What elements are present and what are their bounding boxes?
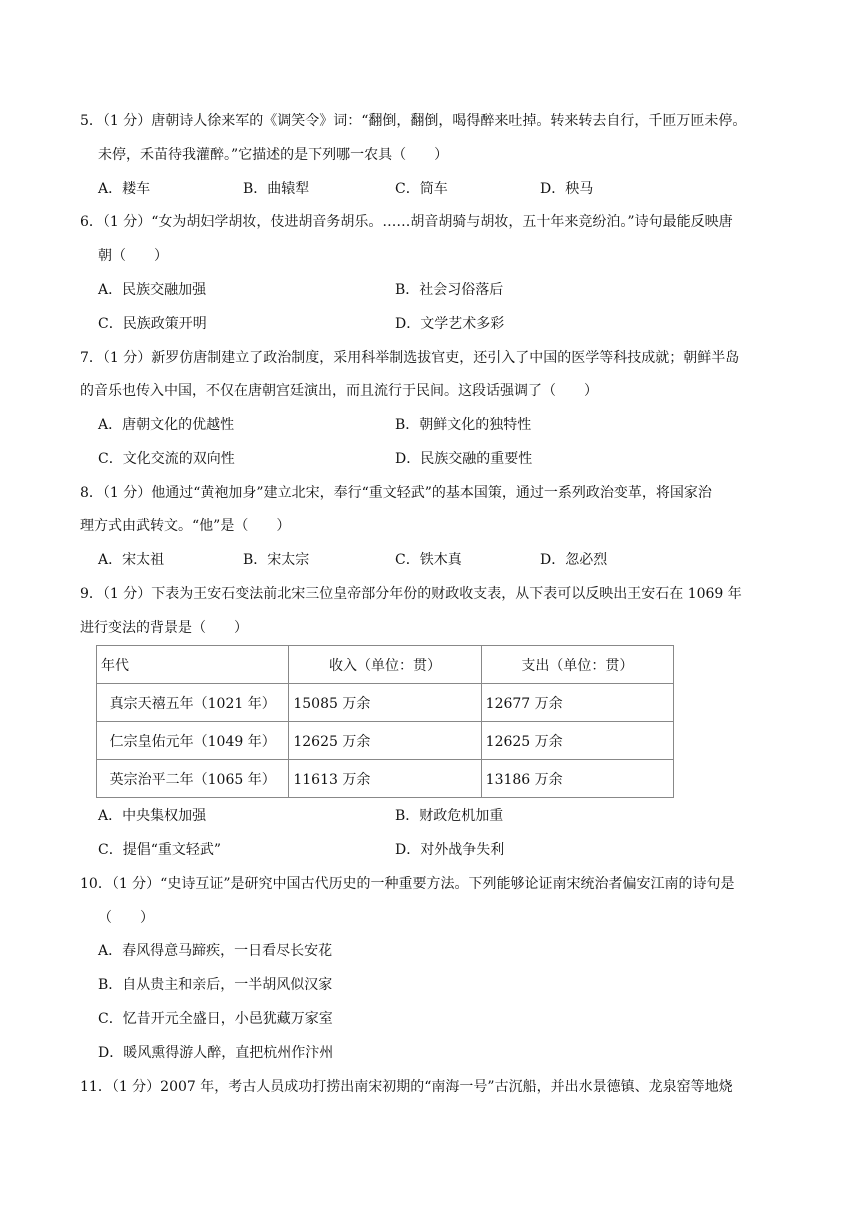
table-cell: 12677 万余: [481, 684, 673, 722]
q9-option-c[interactable]: C．提倡“重文轻武”: [98, 842, 222, 858]
table-cell: 13186 万余: [481, 760, 673, 798]
q10-option-d[interactable]: D．暖风熏得游人醉，直把杭州作汴州: [98, 1045, 334, 1061]
table-header-cell: 支出（单位：贯）: [481, 646, 673, 684]
fiscal-table: [96, 645, 674, 798]
q6-stem-line2: 朝（ ）: [98, 248, 168, 264]
q8-option-a[interactable]: A．宋太祖: [98, 552, 165, 568]
table-cell: 15085 万余: [289, 684, 481, 722]
q9-option-a[interactable]: A．中央集权加强: [98, 808, 207, 824]
q7-option-a[interactable]: A．唐朝文化的优越性: [98, 417, 235, 433]
q5-option-a[interactable]: A．耧车: [98, 181, 151, 197]
q6-option-d[interactable]: D．文学艺术多彩: [395, 316, 505, 332]
table-header-row: [97, 646, 674, 684]
q8-option-b[interactable]: B．宋太宗: [243, 552, 310, 568]
q8-stem-line1: 8．（1 分）他通过“黄袍加身”建立北宋，奉行“重文轻武”的基本国策，通过一系列政治变革，将国家治: [80, 485, 712, 501]
table-cell: 12625 万余: [289, 722, 481, 760]
q10-stem-line2: （ ）: [98, 910, 154, 926]
table-header-cell: 收入（单位：贯）: [289, 646, 481, 684]
table-cell: 仁宗皇佑元年（1049 年）: [97, 722, 289, 760]
q9-stem-line2: 进行变法的背景是（ ）: [80, 620, 248, 636]
q5-stem-line2: 未停，禾苗待我灌醉。”它描述的是下列哪一农具（ ）: [98, 147, 449, 163]
q5-option-c[interactable]: C．筒车: [395, 181, 448, 197]
q10-option-a[interactable]: A．春风得意马蹄疾，一日看尽长安花: [98, 943, 333, 959]
table-row: [97, 760, 674, 798]
table-header-cell: 年代: [97, 646, 289, 684]
table-cell: 12625 万余: [481, 722, 673, 760]
q5-option-b[interactable]: B．曲辕犁: [243, 181, 310, 197]
table-row: [97, 722, 674, 760]
q5-stem-line1: 5．（1 分）唐朝诗人徐来军的《调笑令》词：“翻倒，翻倒，喝得醉来吐掉。转来转去自行，千匝万匝未停。: [80, 113, 747, 129]
q9-option-d[interactable]: D．对外战争失利: [395, 842, 505, 858]
q7-stem-line2: 的音乐也传入中国，不仅在唐朝宫廷演出，而且流行于民间。这段话强调了（ ）: [80, 383, 598, 399]
q9-option-b[interactable]: B．财政危机加重: [395, 808, 504, 824]
q8-stem-line2: 理方式由武转文。“他”是（ ）: [80, 518, 291, 534]
table-row: [97, 684, 674, 722]
q10-option-b[interactable]: B．自从贵主和亲后，一半胡风似汉家: [98, 977, 333, 993]
table-cell: 真宗天禧五年（1021 年）: [97, 684, 289, 722]
q6-option-a[interactable]: A．民族交融加强: [98, 282, 207, 298]
q8-option-c[interactable]: C．铁木真: [395, 552, 462, 568]
q5-option-d[interactable]: D．秧马: [540, 181, 594, 197]
table-cell: 英宗治平二年（1065 年）: [97, 760, 289, 798]
q11-stem-line1: 11．（1 分）2007 年，考古人员成功打捞出南宋初期的“南海一号”古沉船，并出水景德镇、龙泉窑等地烧: [80, 1079, 733, 1095]
q7-option-d[interactable]: D．民族交融的重要性: [395, 451, 533, 467]
q6-stem-line1: 6．（1 分）“女为胡妇学胡妆，伎进胡音务胡乐。……胡音胡骑与胡妆，五十年来竞纷泊。”诗句最能反映唐: [80, 214, 733, 230]
q7-option-b[interactable]: B．朝鲜文化的独特性: [395, 417, 532, 433]
q8-option-d[interactable]: D．忽必烈: [540, 552, 608, 568]
q9-stem-line1: 9．（1 分）下表为王安石变法前北宋三位皇帝部分年份的财政收支表，从下表可以反映出王安石在 1069 年: [80, 586, 742, 602]
q7-option-c[interactable]: C．文化交流的双向性: [98, 451, 235, 467]
q10-stem-line1: 10．（1 分）“史诗互证”是研究中国古代历史的一种重要方法。下列能够论证南宋统治者偏安江南的诗句是: [80, 876, 735, 892]
q6-option-c[interactable]: C．民族政策开明: [98, 316, 207, 332]
table-cell: 11613 万余: [289, 760, 481, 798]
q7-stem-line1: 7．（1 分）新罗仿唐制建立了政治制度，采用科举制选拔官吏，还引入了中国的医学等科技成就；朝鲜半岛: [80, 350, 740, 366]
q10-option-c[interactable]: C．忆昔开元全盛日，小邑犹藏万家室: [98, 1011, 333, 1027]
q6-option-b[interactable]: B．社会习俗落后: [395, 282, 504, 298]
